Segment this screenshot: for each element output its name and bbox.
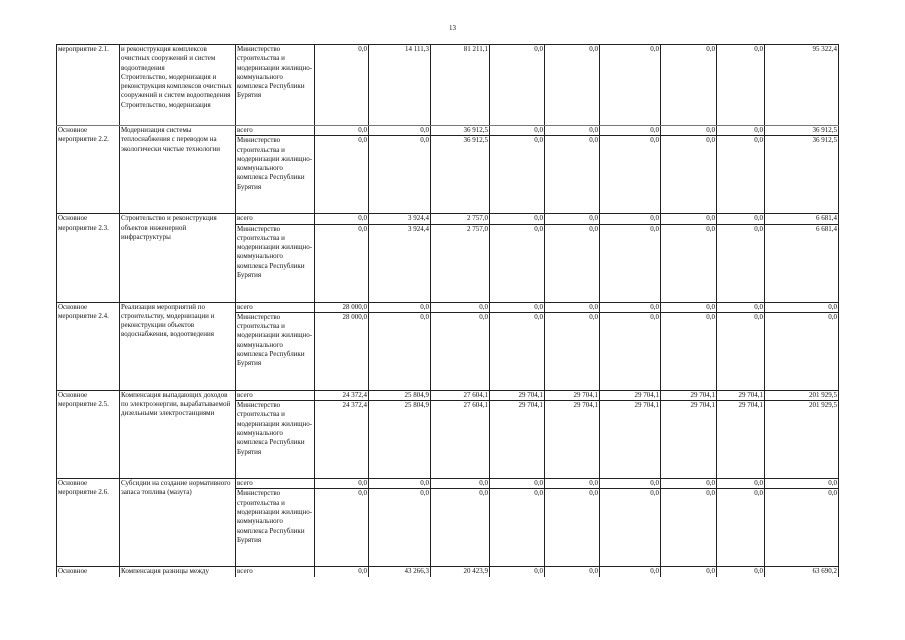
year-value-cell: 0,0 [600, 126, 661, 136]
year-value-cell: 0,0 [545, 224, 600, 302]
year-value-cell: 0,0 [717, 489, 765, 567]
year-value-cell: 0,0 [717, 45, 765, 126]
year-value-cell: 0,0 [661, 479, 717, 489]
year-value-cell: 0,0 [490, 224, 545, 302]
year-value-cell: 0,0 [600, 302, 661, 312]
year-value-cell: 0,0 [717, 126, 765, 136]
executor-cell: Министерство строительства и модернизации жилищно-коммунального комплекса Республики Бурятия [236, 136, 315, 214]
measure-name-cell: Компенсация разницы между [120, 567, 236, 577]
table-row [57, 302, 839, 312]
year-value-cell: 0,0 [661, 214, 717, 224]
year-value-cell: 0,0 [717, 214, 765, 224]
year-value-cell: 29 704,1 [717, 401, 765, 479]
executor-cell: всего [236, 214, 315, 224]
budget-table [56, 44, 839, 577]
year-value-cell: 0,0 [315, 567, 369, 577]
year-value-cell: 14 111,3 [369, 45, 431, 126]
measure-code-cell: Основное мероприятие 2.2. [57, 126, 120, 214]
year-value-cell: 3 924,4 [369, 214, 431, 224]
measure-code-cell: Основное [57, 567, 120, 577]
year-value-cell: 0,0 [600, 489, 661, 567]
year-value-cell: 29 704,1 [600, 390, 661, 400]
total-value-cell: 0,0 [765, 479, 839, 489]
year-value-cell: 0,0 [490, 567, 545, 577]
year-value-cell: 0,0 [545, 136, 600, 214]
year-value-cell: 0,0 [545, 567, 600, 577]
year-value-cell: 0,0 [369, 312, 431, 390]
year-value-cell: 36 912,5 [431, 126, 490, 136]
year-value-cell: 0,0 [369, 302, 431, 312]
year-value-cell: 24 372,4 [315, 401, 369, 479]
year-value-cell: 28 000,0 [315, 312, 369, 390]
table-row [57, 126, 839, 136]
measure-code-cell: Основное мероприятие 2.6. [57, 479, 120, 567]
year-value-cell: 28 000,0 [315, 302, 369, 312]
year-value-cell: 0,0 [661, 302, 717, 312]
total-value-cell: 36 912,5 [765, 126, 839, 136]
total-value-cell: 95 322,4 [765, 45, 839, 126]
year-value-cell: 0,0 [717, 479, 765, 489]
executor-cell: Министерство строительства и модернизации жилищно-коммунального комплекса Республики Бурятия [236, 224, 315, 302]
year-value-cell: 0,0 [661, 136, 717, 214]
year-value-cell: 25 804,9 [369, 390, 431, 400]
measure-name-cell: Субсидии на создание нормативного запаса топлива (мазута) [120, 479, 236, 567]
year-value-cell: 0,0 [369, 136, 431, 214]
measure-name-cell: Строительство и реконструкция объектов инженерной инфраструктуры [120, 214, 236, 302]
year-value-cell: 2 757,0 [431, 214, 490, 224]
year-value-cell: 0,0 [717, 567, 765, 577]
table-row [57, 390, 839, 400]
year-value-cell: 0,0 [315, 479, 369, 489]
year-value-cell: 0,0 [490, 45, 545, 126]
table-row [57, 214, 839, 224]
total-value-cell: 36 912,5 [765, 136, 839, 214]
year-value-cell: 0,0 [600, 479, 661, 489]
total-value-cell: 6 681,4 [765, 214, 839, 224]
year-value-cell: 0,0 [600, 224, 661, 302]
year-value-cell: 2 757,0 [431, 224, 490, 302]
year-value-cell: 29 704,1 [600, 401, 661, 479]
year-value-cell: 0,0 [545, 214, 600, 224]
year-value-cell: 0,0 [545, 302, 600, 312]
measure-code-cell: Основное мероприятие 2.5. [57, 390, 120, 478]
year-value-cell: 0,0 [431, 489, 490, 567]
year-value-cell: 0,0 [315, 126, 369, 136]
year-value-cell: 0,0 [315, 136, 369, 214]
year-value-cell: 0,0 [661, 312, 717, 390]
year-value-cell: 0,0 [717, 224, 765, 302]
measure-name-cell: и реконструкция комплексов очистных сооружений и систем водоотведения Строительство, модернизация и реконструкция комплексов очистных сооружений и систем водоотведения Строительство, модернизация [120, 45, 236, 126]
year-value-cell: 0,0 [315, 489, 369, 567]
year-value-cell: 0,0 [490, 214, 545, 224]
executor-cell: всего [236, 302, 315, 312]
year-value-cell: 0,0 [600, 45, 661, 126]
year-value-cell: 0,0 [661, 567, 717, 577]
year-value-cell: 0,0 [490, 489, 545, 567]
year-value-cell: 29 704,1 [661, 390, 717, 400]
total-value-cell: 201 929,5 [765, 390, 839, 400]
measure-name-cell: Реализация мероприятий по строительству, модернизации и реконструкции объектов водоснабжения, водоотведения [120, 302, 236, 390]
total-value-cell: 201 929,5 [765, 401, 839, 479]
year-value-cell: 29 704,1 [661, 401, 717, 479]
year-value-cell: 0,0 [490, 312, 545, 390]
executor-cell: Министерство строительства и модернизации жилищно-коммунального комплекса Республики Бурятия [236, 401, 315, 479]
year-value-cell: 25 804,9 [369, 401, 431, 479]
executor-cell: Министерство строительства и модернизации жилищно-коммунального комплекса Республики Бурятия [236, 312, 315, 390]
year-value-cell: 36 912,5 [431, 136, 490, 214]
year-value-cell: 0,0 [490, 302, 545, 312]
total-value-cell: 0,0 [765, 302, 839, 312]
year-value-cell: 0,0 [600, 214, 661, 224]
measure-code-cell: Основное мероприятие 2.4. [57, 302, 120, 390]
measure-name-cell: Компенсация выпадающих доходов по электроэнергии, вырабатываемой дизельными электростанциями [120, 390, 236, 478]
year-value-cell: 3 924,4 [369, 224, 431, 302]
year-value-cell: 43 266,3 [369, 567, 431, 577]
year-value-cell: 0,0 [661, 126, 717, 136]
year-value-cell: 0,0 [661, 224, 717, 302]
table-row [57, 479, 839, 489]
year-value-cell: 0,0 [600, 567, 661, 577]
year-value-cell: 0,0 [431, 302, 490, 312]
year-value-cell: 0,0 [490, 136, 545, 214]
executor-cell: всего [236, 390, 315, 400]
year-value-cell: 29 704,1 [490, 401, 545, 479]
total-value-cell: 0,0 [765, 312, 839, 390]
page-number: 13 [449, 24, 456, 32]
year-value-cell: 29 704,1 [545, 401, 600, 479]
year-value-cell: 0,0 [490, 479, 545, 489]
executor-cell: всего [236, 479, 315, 489]
year-value-cell: 0,0 [545, 126, 600, 136]
year-value-cell: 0,0 [369, 479, 431, 489]
table-row [57, 45, 839, 126]
year-value-cell: 27 604,1 [431, 390, 490, 400]
year-value-cell: 0,0 [600, 136, 661, 214]
year-value-cell: 0,0 [600, 312, 661, 390]
year-value-cell: 0,0 [545, 312, 600, 390]
year-value-cell: 81 211,1 [431, 45, 490, 126]
year-value-cell: 0,0 [545, 45, 600, 126]
total-value-cell: 6 681,4 [765, 224, 839, 302]
year-value-cell: 29 704,1 [545, 390, 600, 400]
table-row [57, 567, 839, 577]
year-value-cell: 0,0 [431, 312, 490, 390]
executor-cell: Министерство строительства и модернизации жилищно-коммунального комплекса Республики Бурятия [236, 489, 315, 567]
total-value-cell: 0,0 [765, 489, 839, 567]
total-value-cell: 63 690,2 [765, 567, 839, 577]
year-value-cell: 29 704,1 [717, 390, 765, 400]
year-value-cell: 0,0 [545, 479, 600, 489]
year-value-cell: 0,0 [369, 126, 431, 136]
year-value-cell: 0,0 [661, 489, 717, 567]
measure-name-cell: Модернизация системы теплоснабжения с переводом на экологически чистые технологии [120, 126, 236, 214]
year-value-cell: 0,0 [661, 45, 717, 126]
year-value-cell: 27 604,1 [431, 401, 490, 479]
executor-cell: Министерство строительства и модернизации жилищно-коммунального комплекса Республики Бурятия [236, 45, 315, 126]
year-value-cell: 0,0 [717, 302, 765, 312]
year-value-cell: 0,0 [431, 479, 490, 489]
year-value-cell: 0,0 [315, 224, 369, 302]
executor-cell: всего [236, 567, 315, 577]
year-value-cell: 0,0 [717, 136, 765, 214]
year-value-cell: 0,0 [315, 45, 369, 126]
measure-code-cell: мероприятие 2.1. [57, 45, 120, 126]
executor-cell: всего [236, 126, 315, 136]
year-value-cell: 0,0 [369, 489, 431, 567]
year-value-cell: 29 704,1 [490, 390, 545, 400]
measure-code-cell: Основное мероприятие 2.3. [57, 214, 120, 302]
year-value-cell: 24 372,4 [315, 390, 369, 400]
year-value-cell: 0,0 [545, 489, 600, 567]
year-value-cell: 0,0 [717, 312, 765, 390]
year-value-cell: 0,0 [490, 126, 545, 136]
year-value-cell: 20 423,9 [431, 567, 490, 577]
year-value-cell: 0,0 [315, 214, 369, 224]
